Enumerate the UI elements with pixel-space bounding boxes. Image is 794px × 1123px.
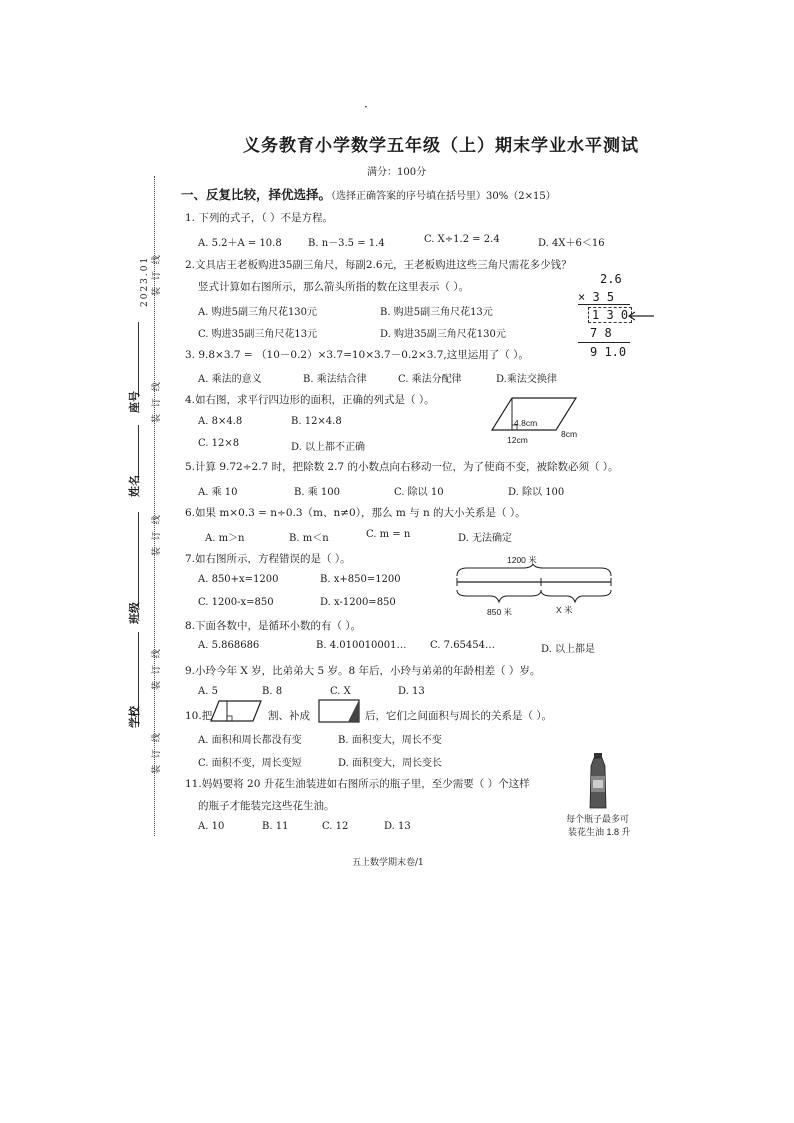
q1-option-c: C. X÷1.2 = 2.4 <box>424 234 500 245</box>
q2-option-c: C. 购进35副三角尺花13元 <box>198 329 318 340</box>
q5-option-b: B. 乘 100 <box>294 487 340 498</box>
q8-option-a: A. 5.868686 <box>198 640 260 651</box>
q11-option-a: A. 10 <box>198 821 225 832</box>
binding-date: 2023.01 <box>140 255 150 307</box>
section-title: 一、反复比较，择优选择。 <box>181 187 332 202</box>
section-heading <box>181 185 556 203</box>
segment-left-label: 850 米 <box>487 607 513 617</box>
question-7: 7.如右图所示，方程错误的是（ ）。 <box>185 553 351 565</box>
question-10-part-a: 10.把 <box>185 710 213 722</box>
question-5: 5.计算 9.72÷2.7 时，把除数 2.7 的小数点向右移动一位，为了使商不变，被除数必须（ ）。 <box>185 461 619 473</box>
question-11-line2: 的瓶子才能装完这些花生油。 <box>198 800 335 812</box>
q2-option-d: D. 购进35副三角尺花130元 <box>380 329 506 340</box>
binding-line-label-1: 装 订 线 <box>152 253 162 296</box>
q3-option-b: B. 乘法结合律 <box>303 374 367 385</box>
q4-option-c: C. 12×8 <box>198 438 240 449</box>
q5-option-d: D. 除以 100 <box>508 487 565 498</box>
parallelogram-base-label: 12cm <box>507 435 528 445</box>
question-1: 1. 下列的式子，（ ）不是方程。 <box>185 212 333 224</box>
question-10-part-b: 割、补成 <box>268 710 310 722</box>
q5-option-c: C. 除以 10 <box>394 487 444 498</box>
q4-option-d: D. 以上都不正确 <box>291 442 366 453</box>
q1-option-a: A. 5.2＋A = 10.8 <box>198 238 282 249</box>
arrow-icon <box>626 310 656 322</box>
calc-row-1: 2.6 <box>600 272 622 286</box>
q9-option-c: C. X <box>330 686 351 697</box>
question-8: 8.下面各数中，是循环小数的有（ ）。 <box>185 620 362 632</box>
section-note: （选择正确答案的序号填在括号里）30%（2×15） <box>331 191 556 202</box>
question-2-line2: 竖式计算如右图所示，那么箭头所指的数在这里表示（ ）。 <box>198 281 470 293</box>
q7-option-a: A. 850+x=1200 <box>198 574 279 585</box>
q4-option-a: A. 8×4.8 <box>198 416 243 427</box>
binding-line-label-5: 装 订 线 <box>152 731 162 774</box>
binding-class: 班级 <box>128 602 141 624</box>
q3-option-d: D.乘法交换律 <box>496 374 557 385</box>
q10-option-a: A. 面积和周长都没有变 <box>198 735 302 746</box>
q7-option-b: B. x+850=1200 <box>320 574 401 585</box>
q6-option-c: C. m = n <box>366 529 411 540</box>
question-9: 9.小玲今年 X 岁，比弟弟大 5 岁。8 年后，小玲与弟弟的年龄相差（ ）岁。 <box>185 665 541 677</box>
binding-school: 学校 <box>128 706 141 728</box>
seat-underline <box>138 322 139 397</box>
q10-option-d: D. 面积变大，周长变长 <box>338 758 443 769</box>
calc-row-3-boxed: 1 3 0 <box>588 307 632 323</box>
q6-option-a: A. m＞n <box>205 533 245 544</box>
binding-line-label-3: 装 订 线 <box>152 513 162 556</box>
q3-option-a: A. 乘法的意义 <box>198 374 262 385</box>
segment-figure <box>455 564 615 606</box>
q9-option-d: D. 13 <box>398 686 425 697</box>
q9-option-a: A. 5 <box>198 686 218 697</box>
q4-option-b: B. 12×4.8 <box>291 416 342 427</box>
calc-row-4: 7 8 <box>590 326 612 340</box>
question-11: 11.妈妈要将 20 升花生油装进如右图所示的瓶子里，至少需要（ ）个这样 <box>185 778 530 790</box>
q6-option-b: B. m＜n <box>289 533 329 544</box>
parallelogram-side-label: 8cm <box>561 429 578 439</box>
segment-total-label: 1200 米 <box>507 555 537 565</box>
full-score: 满分：100分 <box>367 167 427 178</box>
page-footer: 五上数学期末卷/1 <box>352 858 424 868</box>
binding-line-label-4: 装 订 线 <box>152 647 162 690</box>
q9-option-b: B. 8 <box>262 686 283 697</box>
trapezoid-shape-icon <box>209 699 263 723</box>
q5-option-a: A. 乘 10 <box>198 487 238 498</box>
q1-option-b: B. n－3.5 = 1.4 <box>308 238 385 249</box>
q11-option-d: D. 13 <box>384 821 411 832</box>
q7-option-d: D. x-1200=850 <box>320 597 396 608</box>
calc-row-2: × 3 5 <box>578 290 615 304</box>
segment-right-label: X 米 <box>556 605 573 615</box>
q10-option-c: C. 面积不变，周长变短 <box>198 758 302 769</box>
binding-seat: 座号 <box>128 391 141 413</box>
question-3: 3. 9.8×3.7 = （10－0.2）×3.7=10×3.7－0.2×3.7,这里运用了（ ）。 <box>185 349 529 361</box>
q11-option-b: B. 11 <box>262 821 289 832</box>
oil-bottle-icon <box>585 752 611 810</box>
q1-option-d: D. 4X＋6＜16 <box>538 238 605 249</box>
question-6: 6.如果 m×0.3 = n÷0.3（m、n≠0），那么 m 与 n 的大小关系是（ ）。 <box>185 507 526 519</box>
q7-option-c: C. 1200-x=850 <box>198 597 274 608</box>
q2-option-b: B. 购进5副三角尺花13元 <box>380 307 493 318</box>
question-2: 2.文具店王老板购进35副三角尺，每副2.6元，王老板购进这些三角尺需花多少钱？ <box>185 259 572 271</box>
rectangle-shape-icon <box>318 699 360 723</box>
q6-option-d: D. 无法确定 <box>458 533 513 544</box>
bottle-caption-line-1: 每个瓶子最多可 <box>566 814 630 824</box>
binding-name: 姓名 <box>128 475 141 497</box>
binding-line-label-2: 装 订 线 <box>152 380 162 423</box>
bottle-caption-line-2: 装花生油 1.8 升 <box>568 827 631 837</box>
q8-option-c: C. 7.65454… <box>430 640 496 651</box>
class-underline <box>138 512 139 607</box>
top-dot: · <box>364 100 368 114</box>
name-underline <box>138 425 139 480</box>
calc-rule-1 <box>578 304 630 305</box>
calc-rule-2 <box>578 342 630 343</box>
exam-title: 义务教育小学数学五年级（上）期末学业水平测试 <box>243 136 639 156</box>
q10-option-b: B. 面积变大，周长不变 <box>338 735 442 746</box>
q2-option-a: A. 购进5副三角尺花130元 <box>198 307 318 318</box>
q3-option-c: C. 乘法分配律 <box>398 374 462 385</box>
calc-row-5: 9 1.0 <box>590 345 627 359</box>
question-10-part-c: 后，它们之间面积与周长的关系是（ ）。 <box>365 710 553 722</box>
q11-option-c: C. 12 <box>322 821 349 832</box>
parallelogram-height-label: 4.8cm <box>514 418 538 428</box>
q8-option-d: D. 以上都是 <box>541 644 596 655</box>
q8-option-b: B. 4.010010001… <box>316 640 407 651</box>
question-4: 4.如右图，求平行四边形的面积，正确的列式是（ ）。 <box>185 394 435 406</box>
